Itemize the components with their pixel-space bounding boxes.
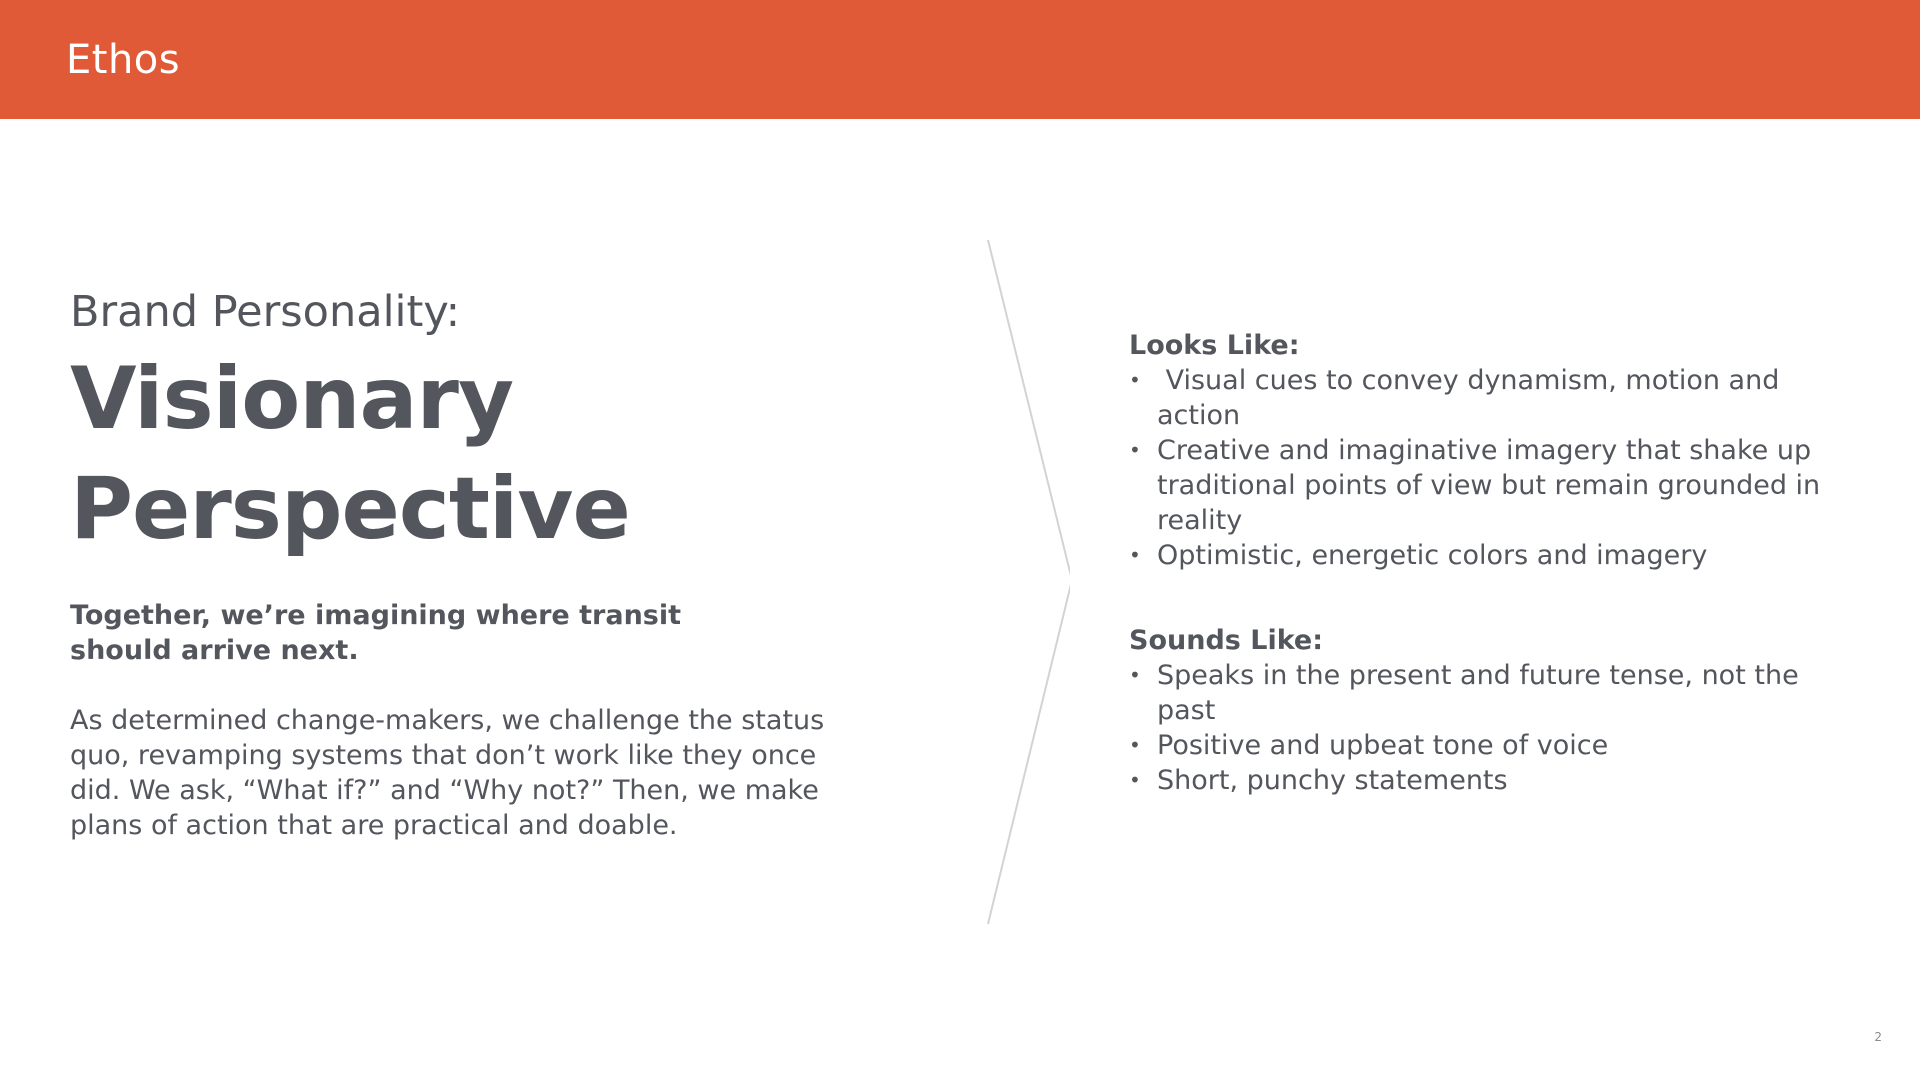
list-item-text: Optimistic, energetic colors and imagery <box>1157 540 1708 571</box>
list-item <box>1129 763 1849 798</box>
list-item-text: Visual cues to convey dynamism, motion and action <box>1157 365 1788 431</box>
list-item <box>1129 728 1849 763</box>
bullet-icon: • <box>1129 368 1141 392</box>
chevron-divider-icon <box>980 238 1070 928</box>
list-item <box>1129 658 1849 728</box>
sounds-like-list <box>1129 658 1849 798</box>
looks-like-heading: Looks Like: <box>1129 330 1300 361</box>
list-item <box>1129 363 1849 433</box>
header-title: Ethos <box>66 37 181 83</box>
header-bar <box>0 0 1920 119</box>
list-item <box>1129 433 1849 538</box>
left-column <box>70 286 830 843</box>
right-column <box>1129 328 1849 798</box>
headline <box>70 344 830 564</box>
bullet-icon: • <box>1129 768 1141 792</box>
eyebrow-label: Brand Personality: <box>70 287 461 337</box>
looks-like-section <box>1129 328 1849 573</box>
sounds-like-heading: Sounds Like: <box>1129 625 1324 656</box>
page-number: 2 <box>1874 1030 1882 1044</box>
list-item-text: Short, punchy statements <box>1157 765 1508 796</box>
bullet-icon: • <box>1129 663 1141 687</box>
tagline: Together, we’re imagining where transit should arrive next. <box>70 600 682 666</box>
bullet-icon: • <box>1129 438 1141 462</box>
sounds-like-section <box>1129 623 1849 798</box>
bullet-icon: • <box>1129 543 1141 567</box>
list-item-text: Positive and upbeat tone of voice <box>1157 730 1609 761</box>
looks-like-list <box>1129 363 1849 573</box>
headline-line-2: Perspective <box>70 459 630 559</box>
headline-line-1: Visionary <box>70 349 514 449</box>
list-item-text: Speaks in the present and future tense, not the past <box>1157 660 1799 726</box>
list-item <box>1129 538 1849 573</box>
body-copy: As determined change-makers, we challenge the status quo, revamping systems that don’t work like they once did. We ask, “What if?” and “Why not?” Then, we make plans of action that are practical and doable. <box>70 705 825 841</box>
list-item-text: Creative and imaginative imagery that shake up traditional points of view but remain grounded in reality <box>1157 435 1821 536</box>
bullet-icon: • <box>1129 733 1141 757</box>
